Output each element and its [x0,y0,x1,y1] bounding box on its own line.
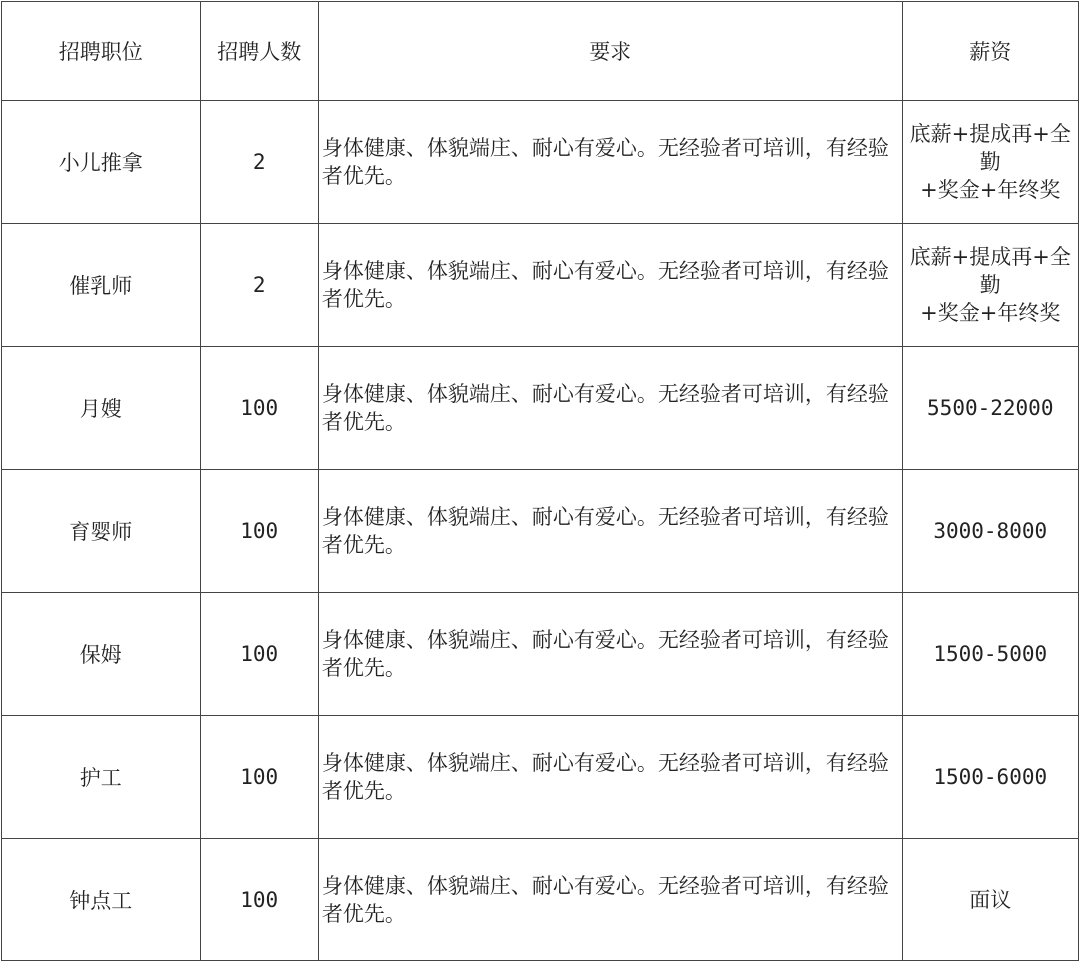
salary-cell: 底薪+提成再+全勤 +奖金+年终奖 [902,101,1079,224]
salary-cell: 1500-5000 [902,593,1079,716]
requirement-cell: 身体健康、体貌端庄、耐心有爱心。无经验者可培训，有经验者优先。 [318,224,902,347]
requirement-cell: 身体健康、体貌端庄、耐心有爱心。无经验者可培训，有经验者优先。 [318,470,902,593]
count-cell: 100 [200,839,318,961]
salary-cell: 1500-6000 [902,716,1079,839]
table-row [2,839,1079,961]
position-cell: 钟点工 [2,839,201,961]
table-row [2,470,1079,593]
header-salary: 薪资 [902,2,1079,101]
count-cell: 2 [200,101,318,224]
position-cell: 保姆 [2,593,201,716]
table-header-row [2,2,1079,101]
count-cell: 100 [200,347,318,470]
count-cell: 100 [200,470,318,593]
position-cell: 护工 [2,716,201,839]
salary-cell: 底薪+提成再+全勤 +奖金+年终奖 [902,224,1079,347]
requirement-cell: 身体健康、体貌端庄、耐心有爱心。无经验者可培训，有经验者优先。 [318,839,902,961]
requirement-cell: 身体健康、体貌端庄、耐心有爱心。无经验者可培训，有经验者优先。 [318,716,902,839]
table-row [2,593,1079,716]
table-row [2,101,1079,224]
header-count: 招聘人数 [200,2,318,101]
table-row [2,347,1079,470]
position-cell: 催乳师 [2,224,201,347]
position-cell: 月嫂 [2,347,201,470]
count-cell: 100 [200,593,318,716]
table-row [2,224,1079,347]
header-requirement: 要求 [318,2,902,101]
requirement-cell: 身体健康、体貌端庄、耐心有爱心。无经验者可培训，有经验者优先。 [318,593,902,716]
position-cell: 育婴师 [2,470,201,593]
header-position: 招聘职位 [2,2,201,101]
recruitment-table [1,1,1079,961]
position-cell: 小儿推拿 [2,101,201,224]
table-row [2,716,1079,839]
count-cell: 100 [200,716,318,839]
requirement-cell: 身体健康、体貌端庄、耐心有爱心。无经验者可培训，有经验者优先。 [318,347,902,470]
salary-cell: 面议 [902,839,1079,961]
count-cell: 2 [200,224,318,347]
requirement-cell: 身体健康、体貌端庄、耐心有爱心。无经验者可培训，有经验者优先。 [318,101,902,224]
salary-cell: 5500-22000 [902,347,1079,470]
salary-cell: 3000-8000 [902,470,1079,593]
